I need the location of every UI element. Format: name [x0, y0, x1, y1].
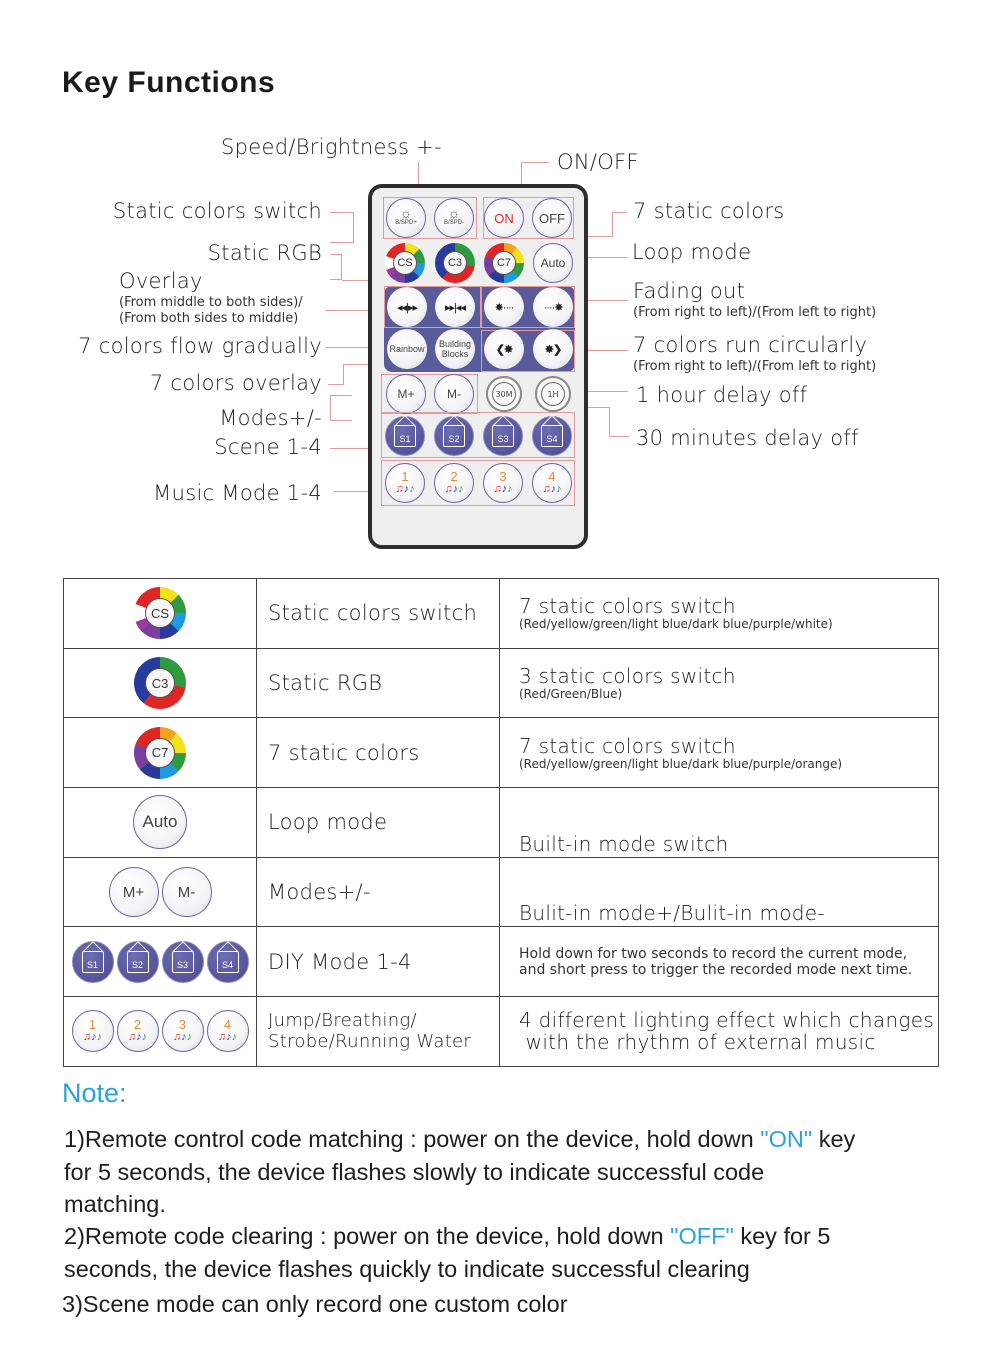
note-2: [64, 1220, 830, 1285]
brightness-plus-button[interactable]: [386, 198, 426, 238]
callout-run-circularly: 7 colors run circularly: [633, 333, 868, 357]
leader-line: [613, 212, 627, 213]
function-desc: [500, 788, 939, 858]
note-text: 1)Remote control code matching : power on the device, hold down: [64, 1126, 761, 1152]
note-1: [64, 1123, 855, 1221]
music-notes-icon: ♫♪♪: [444, 483, 464, 495]
desc-main: 7 static colors switch: [519, 733, 736, 758]
desc-sub: (Red/Green/Blue): [519, 687, 623, 702]
house-icon: S3: [492, 425, 514, 447]
callout-run-sub: (From right to left)/(From left to right): [633, 359, 877, 374]
music-1-icon: [72, 1010, 114, 1052]
fade-right-icon: ····✸: [543, 301, 563, 314]
callout-music-mode: Music Mode 1-4: [153, 481, 322, 505]
music-number: 1: [401, 469, 409, 484]
remote-control: [368, 184, 588, 549]
callout-fading-sub: (From right to left)/(From left to right): [633, 305, 877, 320]
c7-icon-label: C7: [145, 738, 175, 768]
music-notes-icon: ♫♪♪: [172, 1031, 193, 1044]
music-number: 2: [133, 1017, 142, 1033]
scene-1-icon: [72, 941, 114, 983]
desc-line: with the rhythm of external music: [519, 1030, 876, 1055]
note-highlight-off: "OFF": [670, 1223, 734, 1249]
function-name: Static RGB: [257, 648, 500, 718]
scene-3-button[interactable]: [483, 416, 523, 456]
desc-main: 7 static colors switch: [519, 594, 736, 619]
timer-30m-button[interactable]: [486, 376, 522, 412]
function-desc: [500, 579, 939, 649]
c3-icon-label: C3: [145, 668, 175, 698]
circular-left-icon: ❮✸: [495, 343, 513, 356]
desc-line: 4 different lighting effect which changes: [519, 1008, 935, 1033]
building-blocks-button[interactable]: [435, 329, 475, 369]
note-text: seconds, the device flashes quickly to indicate successful clearing: [64, 1255, 750, 1282]
function-desc: [500, 718, 939, 788]
music-number: 4: [548, 469, 556, 484]
overlay-in-button[interactable]: [435, 287, 475, 327]
icon-cell: [64, 857, 257, 927]
mode-plus-button[interactable]: M+: [386, 374, 426, 414]
table-row: [64, 857, 939, 927]
house-icon: S2: [443, 425, 465, 447]
auto-icon: Auto: [133, 795, 187, 849]
mode-minus-icon: M-: [162, 867, 212, 917]
name-line: Jump/Breathing/: [268, 1010, 417, 1032]
callout-static-rgb: Static RGB: [207, 241, 322, 265]
house-icon: S4: [217, 951, 239, 973]
leader-line: [609, 407, 629, 437]
icon-cell: [64, 648, 257, 718]
icon-cell: [64, 927, 257, 997]
sun-minus-icon: ☼: [447, 205, 461, 221]
music-notes-icon: ♫♪♪: [542, 483, 562, 495]
c7-button[interactable]: [484, 243, 524, 283]
music-2-button[interactable]: [434, 463, 474, 503]
overlay-out-button[interactable]: [387, 287, 427, 327]
function-name: Static colors switch: [257, 579, 500, 649]
function-name: Loop mode: [257, 788, 500, 858]
mode-plus-icon: M+: [109, 867, 159, 917]
note-title: Note:: [62, 1078, 127, 1108]
function-desc: [500, 997, 939, 1067]
page-title: Key Functions: [62, 66, 276, 99]
note-text: key: [812, 1126, 856, 1152]
house-icon: S1: [82, 951, 104, 973]
circular-right-button[interactable]: [533, 329, 573, 369]
music-4-button[interactable]: [532, 463, 572, 503]
note-highlight-on: "ON": [760, 1126, 813, 1152]
table-row: [64, 927, 939, 997]
icon-cell: [64, 718, 257, 788]
sun-plus-icon: ☼: [399, 205, 413, 221]
timer-30m-label: 30M: [492, 382, 516, 406]
callout-flow-gradually: 7 colors flow gradually: [78, 334, 322, 358]
auto-button[interactable]: Auto: [533, 243, 573, 283]
callout-fading-out: Fading out: [633, 279, 746, 303]
leader-line: [330, 254, 342, 280]
mode-minus-button[interactable]: M-: [434, 374, 474, 414]
music-notes-icon: ♫♪♪: [217, 1031, 238, 1044]
table-row: [64, 579, 939, 649]
desc-main: Bulit-in mode+/Bulit-in mode-: [519, 901, 825, 926]
function-desc: [500, 648, 939, 718]
function-name: [257, 997, 500, 1067]
cs-icon: [134, 587, 186, 639]
music-3-button[interactable]: [483, 463, 523, 503]
music-notes-icon: ♫♪♪: [493, 483, 513, 495]
cs-button[interactable]: [385, 243, 425, 283]
desc-line: Hold down for two seconds to record the current mode,: [519, 945, 908, 962]
music-2-icon: [117, 1010, 159, 1052]
cs-icon-label: CS: [145, 598, 175, 628]
note-text: for 5 seconds, the device flashes slowly to indicate successful code: [64, 1158, 765, 1185]
note-text: matching.: [64, 1191, 166, 1217]
music-number: 4: [223, 1017, 232, 1033]
leader-line: [330, 395, 352, 420]
name-line: Strobe/Running Water: [268, 1031, 472, 1053]
leader-line: [330, 212, 354, 243]
music-notes-icon: ♫♪♪: [395, 483, 415, 495]
arrows-outward-icon: ◂◂|▸▸: [397, 301, 417, 314]
note-3: 3)Scene mode can only record one custom color: [62, 1291, 568, 1317]
callout-colors-overlay: 7 colors overlay: [149, 371, 322, 395]
music-4-icon: [207, 1010, 249, 1052]
table-row: [64, 788, 939, 858]
on-button[interactable]: ON: [484, 198, 524, 238]
callout-modes: Modes+/-: [219, 406, 322, 430]
function-name: 7 static colors: [257, 718, 500, 788]
fade-lr-button[interactable]: [533, 287, 573, 327]
fade-rl-button[interactable]: [484, 287, 524, 327]
c7-icon: [134, 727, 186, 779]
callout-seven-static: 7 static colors: [633, 199, 785, 223]
desc-main: Built-in mode switch: [519, 831, 729, 856]
callout-speed-brightness: Speed/Brightness +-: [221, 135, 442, 159]
fade-left-icon: ✸····: [494, 301, 514, 314]
brightness-plus-label: B/SPD+: [395, 220, 417, 226]
c3-label: C3: [443, 251, 467, 275]
scene-2-button[interactable]: [434, 416, 474, 456]
music-number: 3: [499, 469, 507, 484]
function-name: Modes+/-: [257, 857, 500, 927]
note-text: 2)Remote code clearing : power on the device, hold down: [64, 1223, 671, 1249]
callout-scene: Scene 1-4: [214, 435, 322, 459]
music-number: 3: [178, 1017, 187, 1033]
callout-on-off: ON/OFF: [557, 150, 639, 174]
music-notes-icon: ♫♪♪: [127, 1031, 148, 1044]
table-row: [64, 997, 939, 1067]
function-desc: [500, 857, 939, 927]
c3-icon: [134, 657, 186, 709]
circular-left-button[interactable]: [484, 329, 524, 369]
cs-label: CS: [393, 251, 417, 275]
icon-cell: [64, 579, 257, 649]
timer-1h-button[interactable]: [535, 376, 571, 412]
icon-cell: [64, 788, 257, 858]
scene-1-button[interactable]: [385, 416, 425, 456]
timer-1h-label: 1H: [541, 382, 565, 406]
callout-min-delay: 30 minutes delay off: [636, 426, 859, 450]
music-1-button[interactable]: [385, 463, 425, 503]
function-desc: [500, 927, 939, 997]
music-number: 1: [88, 1017, 97, 1033]
icon-cell: [64, 997, 257, 1067]
desc-sub: (Red/yellow/green/light blue/dark blue/purple/white): [519, 617, 833, 632]
scene-2-icon: [117, 941, 159, 983]
music-notes-icon: ♫♪♪: [82, 1031, 103, 1044]
circular-right-icon: ✸❯: [544, 343, 562, 356]
callout-overlay: Overlay: [119, 269, 203, 293]
callout-hour-delay: 1 hour delay off: [636, 383, 808, 407]
desc-line: and short press to trigger the recorded mode next time.: [519, 961, 913, 978]
brightness-minus-label: B/SPD-: [443, 220, 464, 226]
brightness-minus-button[interactable]: [434, 198, 474, 238]
table-row: [64, 648, 939, 718]
callout-loop-mode: Loop mode: [632, 240, 752, 264]
desc-sub: (Red/yellow/green/light blue/dark blue/purple/orange): [519, 756, 843, 771]
scene-4-icon: [207, 941, 249, 983]
function-name: DIY Mode 1-4: [257, 927, 500, 997]
note-text: key for 5: [733, 1223, 831, 1249]
scene-4-button[interactable]: [532, 416, 572, 456]
off-button[interactable]: OFF: [532, 198, 572, 238]
callout-overlay-sub2: (From both sides to middle): [119, 311, 299, 326]
building-label: Building: [438, 339, 472, 349]
house-icon: S1: [394, 425, 416, 447]
arrows-inward-icon: ▸▸|◂◂: [445, 301, 465, 314]
c3-button[interactable]: [435, 243, 475, 283]
leader-line: [330, 420, 352, 421]
house-icon: S3: [172, 951, 194, 973]
desc-main: 3 static colors switch: [519, 664, 736, 689]
house-icon: S4: [541, 425, 563, 447]
house-icon: S2: [127, 951, 149, 973]
callout-static-colors-switch: Static colors switch: [112, 199, 322, 223]
c7-label: C7: [492, 251, 516, 275]
callout-overlay-sub1: (From middle to both sides)/: [119, 295, 303, 310]
music-3-icon: [162, 1010, 204, 1052]
rainbow-button[interactable]: Rainbow: [387, 329, 427, 369]
leader-line: [328, 364, 344, 385]
key-function-table: [63, 578, 939, 1067]
music-number: 2: [450, 469, 458, 484]
blocks-label: Blocks: [441, 349, 469, 359]
table-row: [64, 718, 939, 788]
scene-3-icon: [162, 941, 204, 983]
